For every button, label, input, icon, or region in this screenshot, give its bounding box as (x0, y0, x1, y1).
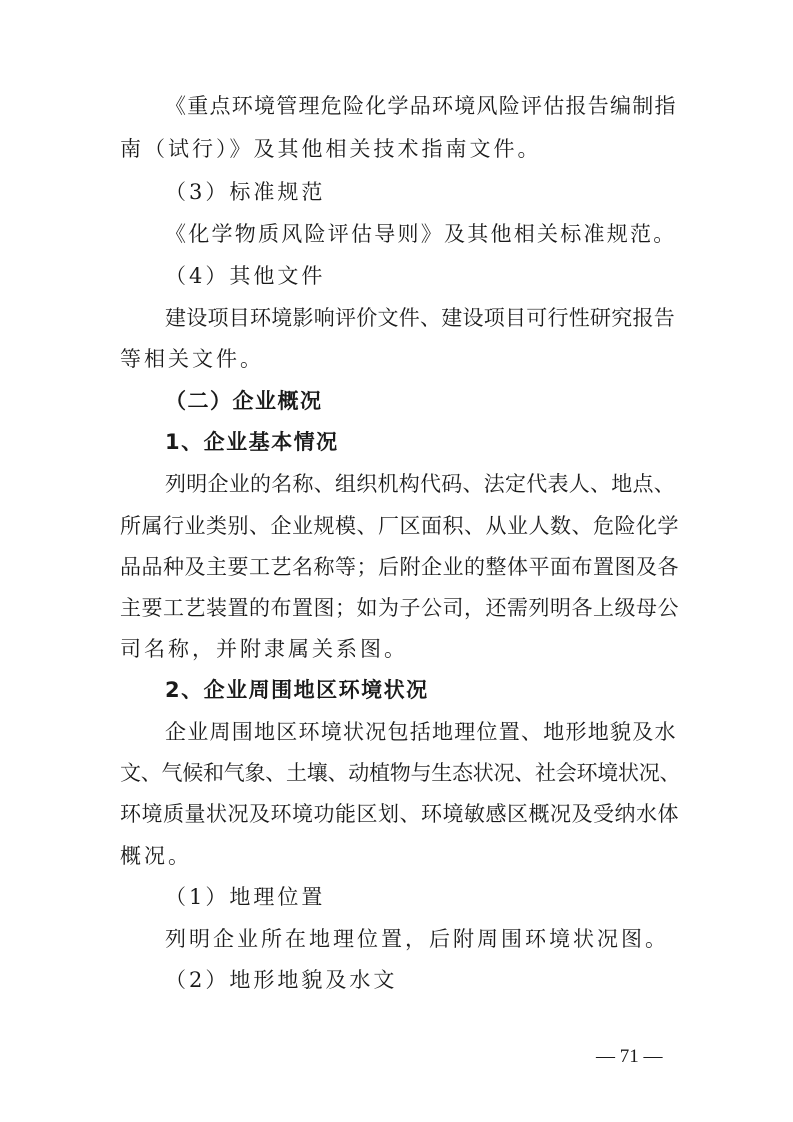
text-line: 等相关文件。 (120, 347, 264, 371)
text-line: 企业周围地区环境状况包括地理位置、地形地貌及水 (165, 720, 677, 744)
list-heading: （3）标准规范 (165, 180, 326, 204)
text-line: 列明企业的名称、组织机构代码、法定代表人、地点、 (165, 472, 675, 496)
section-heading: （二）企业概况 (165, 389, 323, 413)
text-line: 所属行业类别、企业规模、厂区面积、从业人数、危险化学 (120, 514, 679, 538)
page-number: — 71 — (596, 1046, 663, 1067)
text-line: 概况。 (120, 844, 192, 868)
text-line: 文、气候和气象、土壤、动植物与生态状况、社会环境状况、 (120, 761, 681, 785)
text-line: 《重点环境管理危险化学品环境风险评估报告编制指 (165, 94, 677, 118)
subsection-heading: 1、企业基本情况 (165, 430, 339, 454)
text-line: 品品种及主要工艺名称等；后附企业的整体平面布置图及各 (120, 555, 679, 579)
text-line: 主要工艺装置的布置图；如为子公司，还需列明各上级母公 (120, 596, 679, 620)
list-heading: （2）地形地貌及水文 (165, 968, 398, 992)
text-line: 司名称，并附隶属关系图。 (120, 637, 408, 661)
list-heading: （1）地理位置 (165, 885, 326, 909)
text-line: 环境质量状况及环境功能区划、环境敏感区概况及受纳水体 (120, 802, 679, 826)
text-line: 建设项目环境影响评价文件、建设项目可行性研究报告 (165, 306, 675, 330)
text-line: 《化学物质风险评估导则》及其他相关标准规范。 (165, 222, 677, 246)
list-heading: （4）其他文件 (165, 264, 326, 288)
text-line: 列明企业所在地理位置，后附周围环境状况图。 (165, 927, 669, 951)
text-line: 南（试行）》及其他相关技术指南文件。 (120, 137, 542, 161)
subsection-heading: 2、企业周围地区环境状况 (165, 678, 429, 702)
